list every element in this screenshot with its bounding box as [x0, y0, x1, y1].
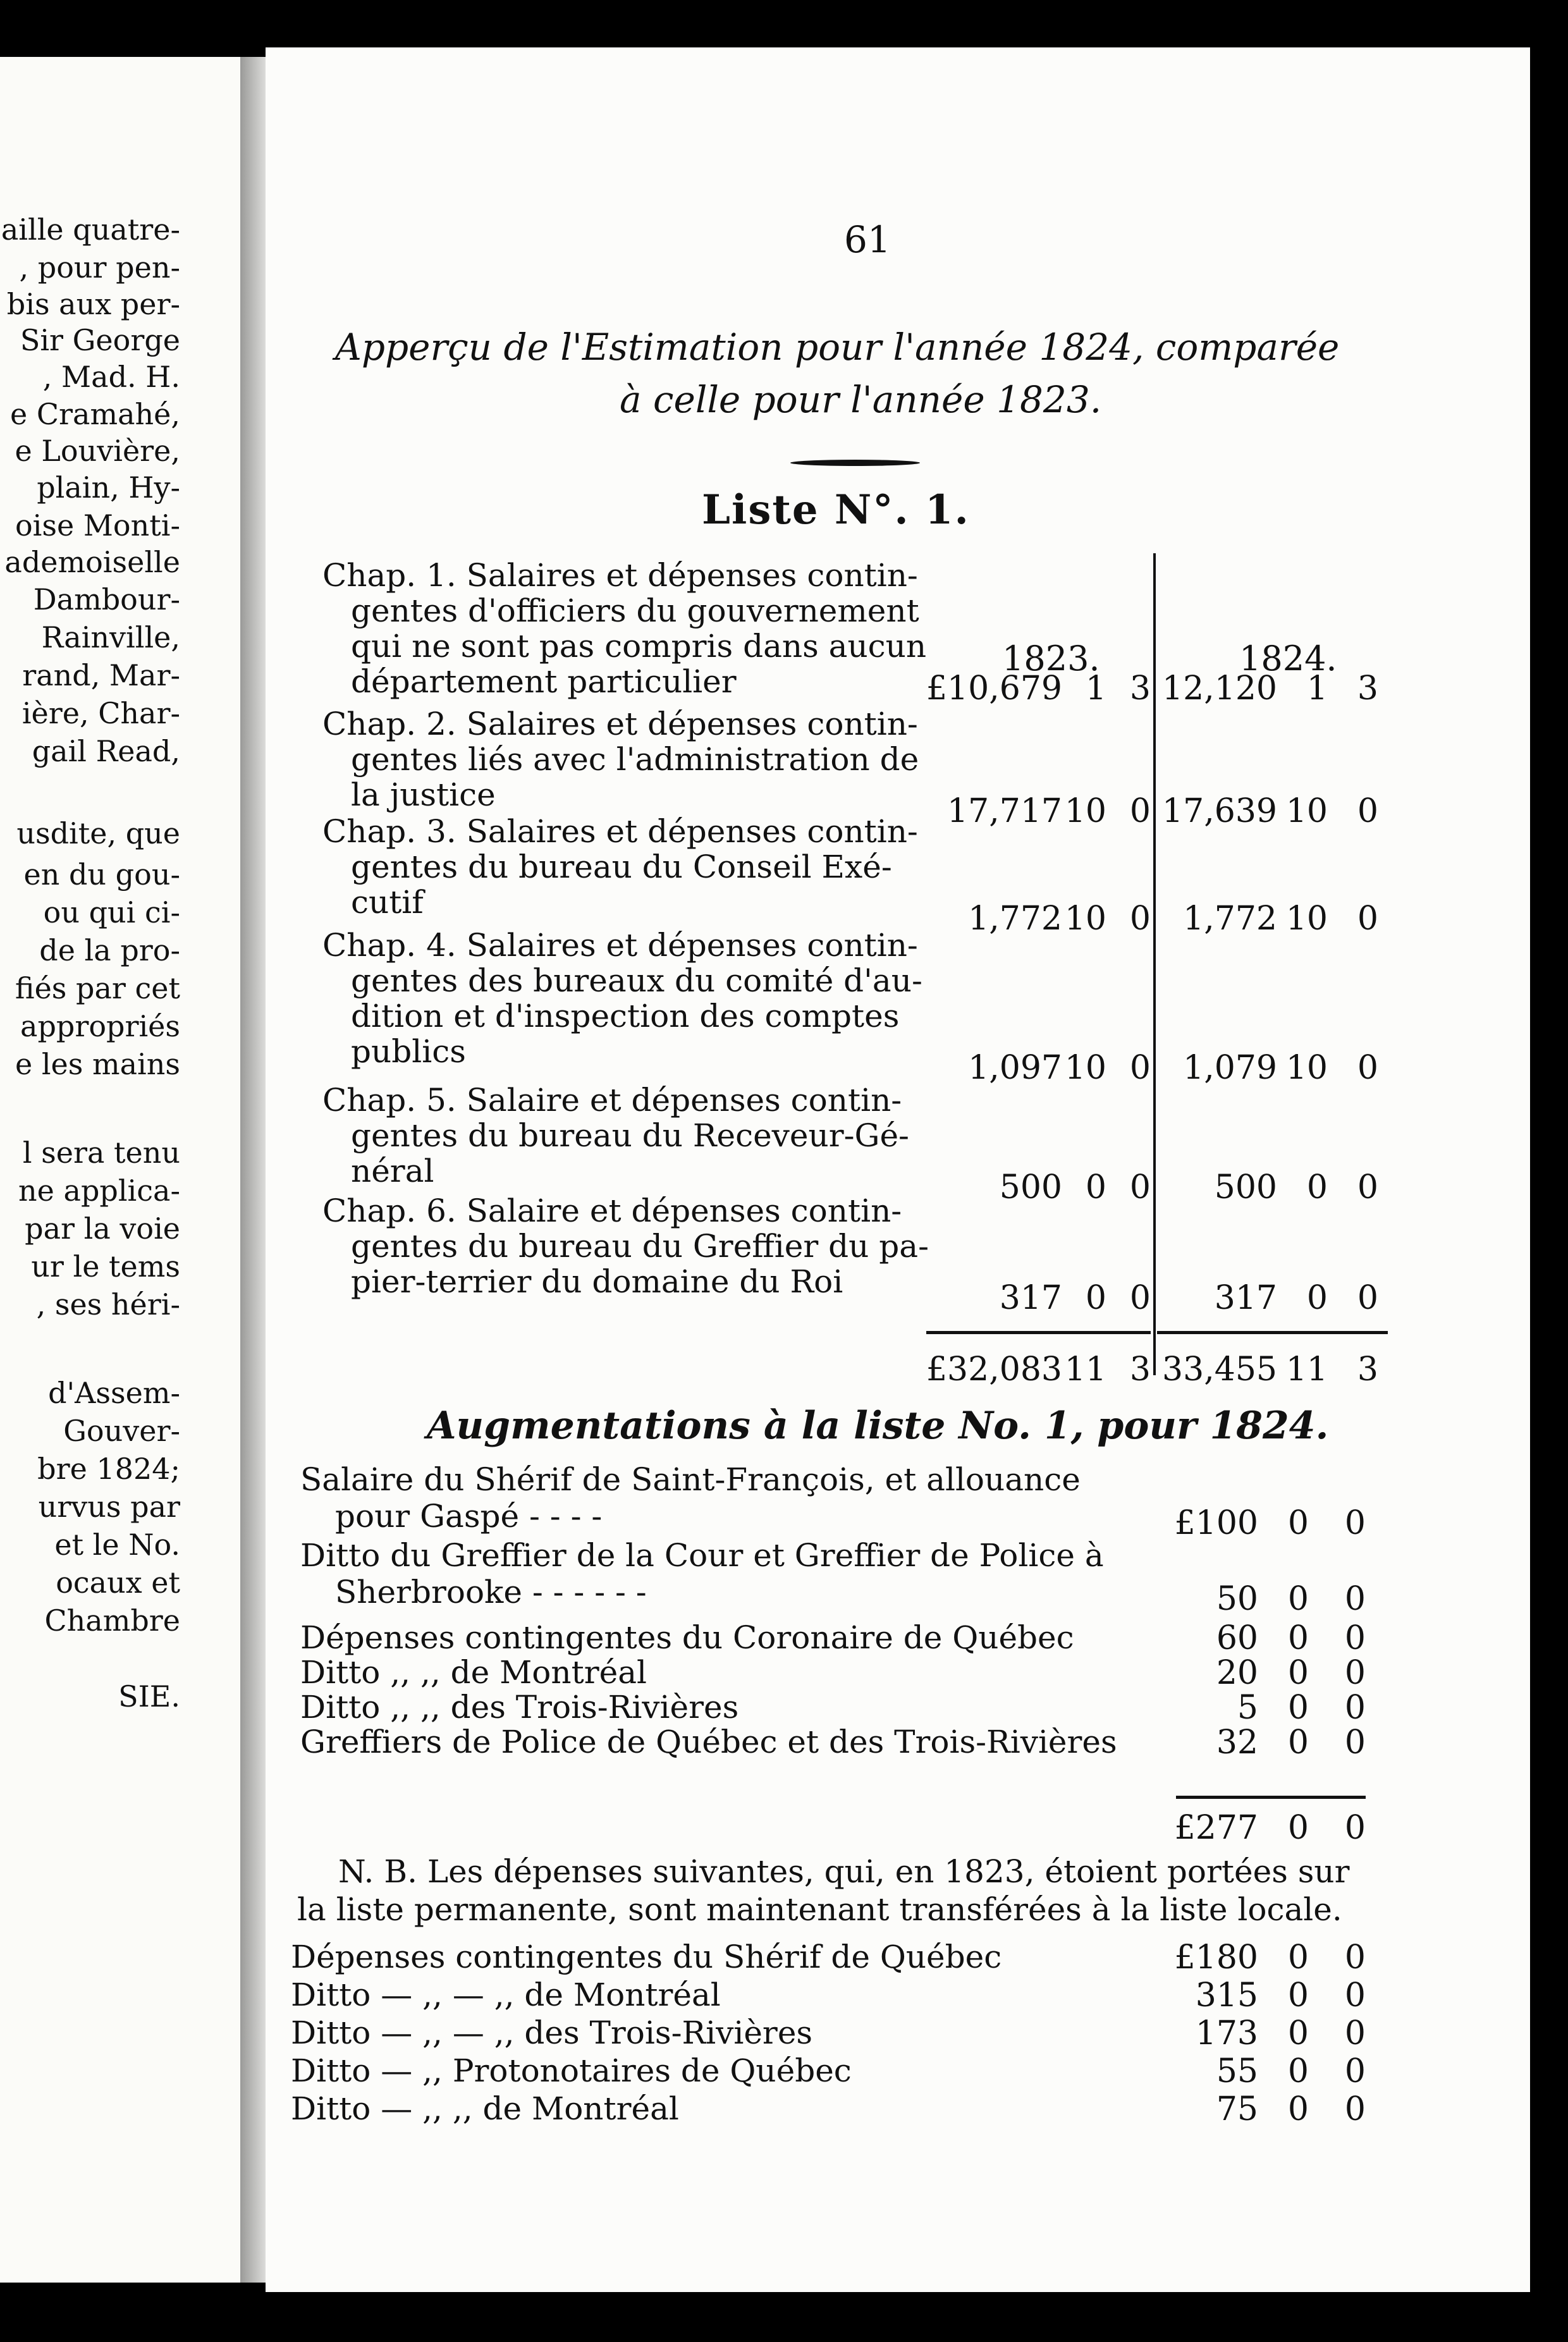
- chapter-1-line: gentes d'officiers du gouvernement: [351, 592, 919, 629]
- left-page-fragment: , pour pen-: [19, 250, 180, 285]
- chapter-6-1824-pounds: 317: [1214, 1279, 1277, 1317]
- chapter-4-1824-pence: 0: [1357, 1049, 1378, 1087]
- transfer-2-pence: 0: [1344, 1977, 1366, 2014]
- chapter-3-1824-pounds: 1,772: [1183, 900, 1277, 938]
- transfer-3-shillings: 0: [1287, 2014, 1309, 2052]
- augmentation-3-pounds: 60: [1216, 1619, 1258, 1657]
- chapter-6-1823-shillings: 0: [1085, 1279, 1106, 1317]
- total-1824-pounds: 33,455: [1162, 1351, 1277, 1389]
- nb-line-2: la liste permanente, sont maintenant transférées à la liste locale.: [297, 1891, 1342, 1928]
- augmentation-5-pounds: 5: [1237, 1689, 1258, 1727]
- total-1824-pence: 3: [1357, 1351, 1378, 1389]
- chapter-4-line: dition et d'inspection des comptes: [351, 998, 900, 1034]
- chapter-2-1823-pence: 0: [1129, 792, 1151, 830]
- augmentation-1-line: Salaire du Shérif de Saint-François, et allouance: [300, 1461, 1081, 1498]
- left-page-fragment: aille quatre-: [1, 212, 180, 247]
- augmentation-1-shillings: 0: [1287, 1504, 1309, 1542]
- augmentation-5-line: Ditto ,, ,, des Trois-Rivières: [300, 1689, 739, 1726]
- total-1824-shillings: 11: [1285, 1351, 1328, 1389]
- year-header-1823: 1823.: [1002, 639, 1100, 678]
- left-page-fragment: e Louvière,: [15, 434, 180, 468]
- chapter-6-line: Chap. 6. Salaire et dépenses contin-: [322, 1192, 902, 1229]
- augmentation-4-pence: 0: [1344, 1654, 1366, 1692]
- transfer-5-pounds: 75: [1216, 2090, 1258, 2128]
- left-page-fragment: Chambre: [44, 1603, 180, 1638]
- chapter-2-line: gentes liés avec l'administration de: [351, 741, 919, 778]
- column-divider: [1153, 553, 1156, 1375]
- augmentation-4-shillings: 0: [1287, 1654, 1309, 1692]
- chapter-2-line: Chap. 2. Salaires et dépenses contin-: [322, 706, 918, 742]
- chapter-4-1824-shillings: 10: [1285, 1049, 1328, 1087]
- augmentations-total-shillings: 0: [1287, 1809, 1309, 1847]
- left-page-fragment: ou qui ci-: [43, 895, 180, 929]
- left-page-fragment: et le No.: [54, 1528, 180, 1562]
- chapter-2-line: la justice: [351, 776, 496, 813]
- augmentation-2-line: Ditto du Greffier de la Cour et Greffier de Police à: [300, 1537, 1104, 1574]
- transfer-3-label: Ditto — ,, — ,, des Trois-Rivières: [291, 2014, 813, 2051]
- augmentation-2-shillings: 0: [1287, 1580, 1309, 1618]
- transfer-2-shillings: 0: [1287, 1977, 1309, 2014]
- transfer-3-pounds: 173: [1195, 2014, 1258, 2052]
- chapter-5-1824-pence: 0: [1357, 1168, 1378, 1206]
- left-page-fragment: en du gou-: [23, 857, 180, 892]
- chapter-1-1824-shillings: 1: [1306, 670, 1328, 708]
- chapter-3-1823-pounds: 1,772: [968, 900, 1062, 938]
- transfer-5-pence: 0: [1344, 2090, 1366, 2128]
- augmentation-4-pounds: 20: [1216, 1654, 1258, 1692]
- chapter-5-1823-pence: 0: [1129, 1168, 1151, 1206]
- left-page-fragment: usdite, que: [16, 816, 180, 850]
- augmentation-6-pence: 0: [1344, 1724, 1366, 1762]
- chapter-3-1824-pence: 0: [1357, 900, 1378, 938]
- transfer-5-label: Ditto — ,, ,, de Montréal: [291, 2090, 679, 2127]
- left-page-fragment: urvus par: [38, 1490, 180, 1524]
- chapter-3-line: gentes du bureau du Conseil Exé-: [351, 849, 892, 885]
- transfer-1-shillings: 0: [1287, 1939, 1309, 1977]
- chapter-3-line: cutif: [351, 884, 424, 921]
- augmentation-3-pence: 0: [1344, 1619, 1366, 1657]
- left-page-fragment: ur le tems: [31, 1249, 180, 1284]
- chapter-4-1823-pounds: 1,097: [968, 1049, 1062, 1087]
- augmentation-2-line: Sherbrooke - - - - - -: [335, 1574, 647, 1610]
- totals-rule-1824: [1157, 1331, 1388, 1334]
- augmentation-3-line: Dépenses contingentes du Coronaire de Québec: [300, 1619, 1074, 1656]
- left-page-fragment: plain, Hy-: [37, 470, 180, 505]
- chapter-3-1823-pence: 0: [1129, 900, 1151, 938]
- chapter-2-1823-pounds: 17,717: [947, 792, 1062, 830]
- chapter-2-1823-shillings: 10: [1064, 792, 1106, 830]
- year-header-1824: 1824.: [1239, 639, 1337, 678]
- left-page-fragment: ne applica-: [18, 1174, 180, 1208]
- total-1823-shillings: 11: [1064, 1351, 1106, 1389]
- chapter-1-line: qui ne sont pas compris dans aucun: [351, 628, 927, 665]
- left-page-fragment: , Mad. H.: [42, 360, 180, 394]
- augmentations-total-rule: [1176, 1796, 1366, 1799]
- transfer-3-pence: 0: [1344, 2014, 1366, 2052]
- transfer-2-label: Ditto — ,, — ,, de Montréal: [291, 1977, 721, 2013]
- page-gutter: [240, 57, 266, 2283]
- chapter-5-1823-pounds: 500: [999, 1168, 1062, 1206]
- chapter-2-1824-shillings: 10: [1285, 792, 1328, 830]
- augmentation-2-pence: 0: [1344, 1580, 1366, 1618]
- chapter-5-1824-pounds: 500: [1214, 1168, 1277, 1206]
- chapter-1-1824-pence: 3: [1357, 670, 1378, 708]
- chapter-1-1823-pounds: £10,679: [926, 670, 1062, 708]
- chapter-3-1823-shillings: 10: [1064, 900, 1106, 938]
- chapter-6-line: pier-terrier du domaine du Roi: [351, 1263, 843, 1300]
- augmentation-1-pounds: £100: [1174, 1504, 1258, 1542]
- chapter-4-line: publics: [351, 1033, 466, 1070]
- left-page-fragment: e les mains: [15, 1047, 180, 1081]
- total-1823-pence: 3: [1129, 1351, 1151, 1389]
- list-heading: Liste N°. 1.: [702, 486, 970, 534]
- augmentations-total-pence: 0: [1344, 1809, 1366, 1847]
- left-page-fragment: oise Monti-: [15, 508, 180, 543]
- left-page-fragment: ocaux et: [56, 1566, 180, 1600]
- left-page-fragment: gail Read,: [32, 734, 180, 768]
- left-page-fragment: d'Assem-: [48, 1376, 180, 1410]
- left-page-fragment: rand, Mar-: [22, 658, 180, 692]
- left-page-fragment: de la pro-: [39, 933, 180, 967]
- left-page-fragment: Sir George: [20, 323, 180, 357]
- augmentation-5-pence: 0: [1344, 1689, 1366, 1727]
- left-page-fragment: , ses héri-: [36, 1287, 180, 1321]
- left-page-fragment: appropriés: [20, 1009, 180, 1043]
- chapter-5-line: Chap. 5. Salaire et dépenses contin-: [322, 1082, 902, 1119]
- chapter-4-1823-shillings: 10: [1064, 1049, 1106, 1087]
- left-page-fragment: l sera tenu: [22, 1136, 180, 1170]
- chapter-1-line: Chap. 1. Salaires et dépenses contin-: [322, 557, 918, 594]
- left-page-fragment: ière, Char-: [21, 696, 180, 730]
- transfer-1-pence: 0: [1344, 1939, 1366, 1977]
- augmentation-1-pence: 0: [1344, 1504, 1366, 1542]
- left-page-fragment: bis aux per-: [6, 287, 180, 321]
- left-page-fragment: Gouver-: [63, 1414, 180, 1448]
- chapter-6-line: gentes du bureau du Greffier du pa-: [351, 1228, 929, 1265]
- left-page-fragment: ademoiselle: [4, 545, 180, 579]
- chapter-6-1823-pence: 0: [1129, 1279, 1151, 1317]
- transfer-1-pounds: £180: [1174, 1939, 1258, 1977]
- augmentation-5-shillings: 0: [1287, 1689, 1309, 1727]
- augmentations-heading: Augmentations à la liste No. 1, pour 1824.: [427, 1404, 1329, 1448]
- transfer-2-pounds: 315: [1195, 1977, 1258, 2014]
- augmentation-1-line: pour Gaspé - - - -: [335, 1498, 603, 1535]
- chapter-1-1824-pounds: 12,120: [1162, 670, 1277, 708]
- left-page-fragment: Rainville,: [41, 620, 180, 654]
- left-page-fragment: Dambour-: [33, 582, 180, 616]
- title-rule: [790, 460, 920, 466]
- nb-line-1: N. B. Les dépenses suivantes, qui, en 1823, étoient portées sur: [338, 1853, 1350, 1890]
- chapter-2-1824-pounds: 17,639: [1162, 792, 1277, 830]
- left-page: [0, 57, 240, 2283]
- title-line-2: à celle pour l'année 1823.: [620, 378, 1102, 421]
- chapter-2-1824-pence: 0: [1357, 792, 1378, 830]
- chapter-5-line: gentes du bureau du Receveur-Gé-: [351, 1117, 909, 1154]
- transfer-4-pence: 0: [1344, 2052, 1366, 2090]
- chapter-3-1824-shillings: 10: [1285, 900, 1328, 938]
- transfer-1-label: Dépenses contingentes du Shérif de Québec: [291, 1939, 1002, 1975]
- transfer-4-pounds: 55: [1216, 2052, 1258, 2090]
- left-page-fragment: e Cramahé,: [10, 397, 180, 431]
- augmentation-6-line: Greffiers de Police de Québec et des Trois-Rivières: [300, 1724, 1117, 1760]
- left-page-fragment: SIE.: [118, 1679, 180, 1714]
- augmentation-6-pounds: 32: [1216, 1724, 1258, 1762]
- augmentation-4-line: Ditto ,, ,, de Montréal: [300, 1654, 647, 1691]
- transfer-5-shillings: 0: [1287, 2090, 1309, 2128]
- transfer-4-label: Ditto — ,, Protonotaires de Québec: [291, 2052, 852, 2089]
- augmentation-3-shillings: 0: [1287, 1619, 1309, 1657]
- chapter-4-1823-pence: 0: [1129, 1049, 1151, 1087]
- augmentations-total-pounds: £277: [1174, 1809, 1258, 1847]
- chapter-4-line: Chap. 4. Salaires et dépenses contin-: [322, 927, 918, 964]
- chapter-6-1824-pence: 0: [1357, 1279, 1378, 1317]
- title-line-1: Apperçu de l'Estimation pour l'année 1824, comparée: [335, 326, 1340, 369]
- augmentation-6-shillings: 0: [1287, 1724, 1309, 1762]
- totals-rule-1823: [926, 1331, 1151, 1334]
- chapter-5-1824-shillings: 0: [1306, 1168, 1328, 1206]
- left-page-fragment: fiés par cet: [15, 971, 180, 1005]
- chapter-4-1824-pounds: 1,079: [1183, 1049, 1277, 1087]
- left-page-fragment: par la voie: [25, 1211, 180, 1246]
- chapter-6-1824-shillings: 0: [1306, 1279, 1328, 1317]
- chapter-5-1823-shillings: 0: [1085, 1168, 1106, 1206]
- chapter-6-1823-pounds: 317: [999, 1279, 1062, 1317]
- chapter-1-line: département particulier: [351, 663, 737, 700]
- augmentation-2-pounds: 50: [1216, 1580, 1258, 1618]
- chapter-1-1823-pence: 3: [1129, 670, 1151, 708]
- left-page-fragment: bre 1824;: [37, 1452, 180, 1486]
- chapter-1-1823-shillings: 1: [1085, 670, 1106, 708]
- total-1823-pounds: £32,083: [926, 1351, 1062, 1389]
- transfer-4-shillings: 0: [1287, 2052, 1309, 2090]
- chapter-3-line: Chap. 3. Salaires et dépenses contin-: [322, 813, 918, 850]
- right-page: [266, 47, 1530, 2292]
- page-number: 61: [844, 218, 891, 261]
- chapter-4-line: gentes des bureaux du comité d'au-: [351, 962, 922, 999]
- chapter-5-line: néral: [351, 1153, 434, 1189]
